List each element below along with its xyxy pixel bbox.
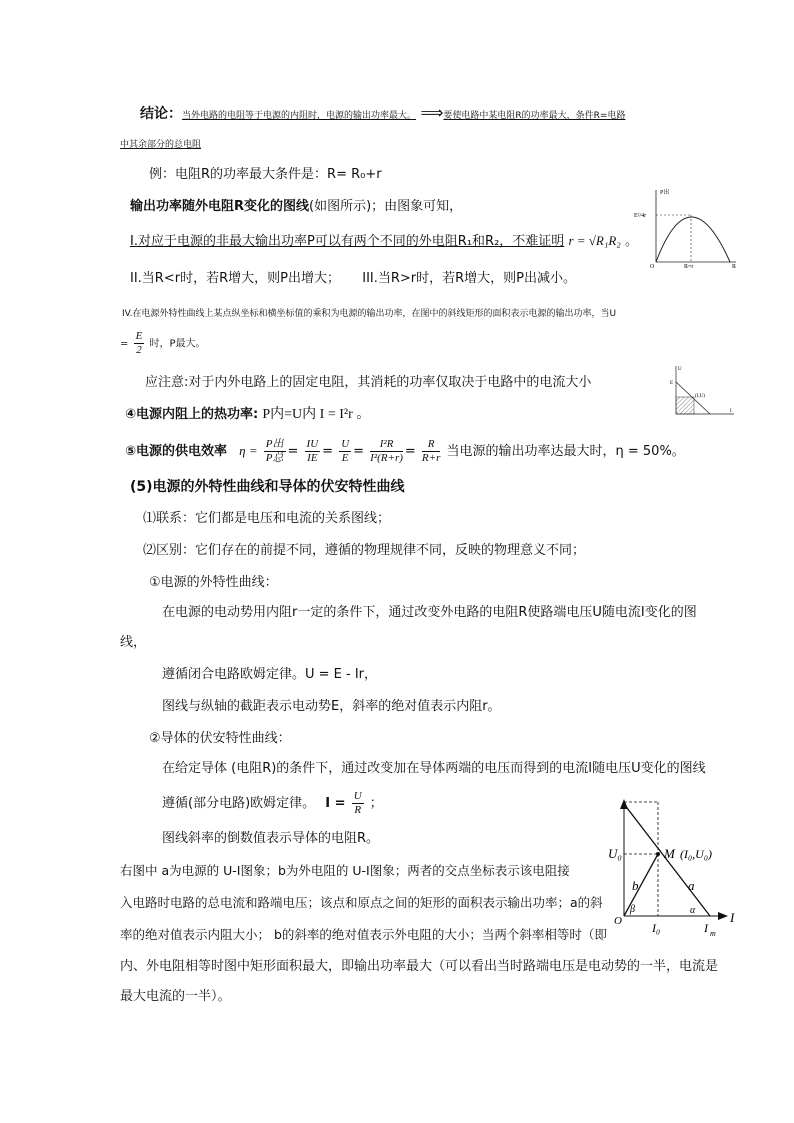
line-6: 遵循闭合电路欧姆定律。U = E - Ir， <box>162 667 378 682</box>
ui-fig-a: a <box>688 878 695 893</box>
item4-text: IV.在电源外特性曲线上某点纵坐标和横坐标值的乘积为电源的输出功率，在图中的斜线矩形的面积表示电源的输出功率，当U <box>122 309 617 319</box>
line-2: ⑵区别：它们存在的前提不同，遵循的物理规律不同，反映的物理意义不同； <box>143 543 586 558</box>
implies-arrow-icon: ⟹ <box>420 103 444 122</box>
line-16: 最大电流的一半）。 <box>120 989 231 1004</box>
graph-intro-rest: (如图所示)；由图象可知， <box>309 199 463 214</box>
example-line: 例：电阻R的功率最大条件是：R= R₀+r <box>149 167 382 182</box>
line-7: 图线与纵轴的截距表示电动势E，斜率的绝对值表示内阻r。 <box>162 699 501 714</box>
line-10b: I = <box>325 796 346 811</box>
eff-f2-num: IU <box>306 438 319 450</box>
eff-f1-den: P总 <box>265 452 284 464</box>
efficiency-eta: η = <box>239 443 258 458</box>
note-line: 应注意:对于内外电路上的固定电阻，其消耗的功率仅取决于电路中的电流大小 <box>145 375 592 390</box>
efficiency-label: ⑤电源的供电效率 <box>125 444 228 459</box>
item1-formula: r = √R₁R₂ <box>568 233 621 248</box>
item1-end: 。 <box>624 234 638 249</box>
item4-eq: = <box>120 338 129 350</box>
line-9: 在给定导体 (电阻R)的条件下，通过改变加在导体两端的电压而得到的电流I随电压U变化的图线 <box>162 761 706 776</box>
line-1: ⑴联系：它们都是电压和电流的关系图线； <box>143 511 391 526</box>
ui-fig-xlabel: I <box>730 910 735 925</box>
ui-intersection-figure <box>604 794 754 939</box>
item2-text: II.当R<r时，若R增大，则P出增大； <box>130 271 340 286</box>
eff-f1-num: P出 <box>265 438 284 450</box>
power-fig-ylabel: P出 <box>660 190 670 196</box>
heat-label: ④电源内阻上的热功率: <box>125 407 259 422</box>
item3-text: III.当R>r时，若R增大，则P出减小。 <box>362 271 577 286</box>
graph-intro-bold: 输出功率随外电阻R变化的图线 <box>130 199 310 214</box>
line-10a: 遵循(部分电路)欧姆定律。 <box>162 796 316 811</box>
ui-fig-alpha: α <box>690 905 696 916</box>
power-fig-xmark: R=r <box>684 264 694 270</box>
power-fig-origin: O <box>650 264 655 270</box>
heat-formula: P内=U内 I = I²r 。 <box>262 407 371 422</box>
eff-f3-num: U <box>341 438 350 450</box>
power-vs-resistance-figure <box>632 186 742 270</box>
line-5: 线， <box>120 635 147 650</box>
item4-num: E <box>135 330 143 342</box>
line-11: 图线斜率的倒数值表示导体的电阻R。 <box>162 831 380 846</box>
line-8: ②导体的伏安特性曲线： <box>149 731 291 746</box>
power-fig-xlabel: R <box>732 264 737 270</box>
item4-after: 时，P最大。 <box>149 338 206 350</box>
ui-fig-m: M <box>664 846 675 861</box>
conclusion-text: 当外电路的电阻等于电源的内阻时，电源的输出功率最大。 <box>182 111 417 121</box>
small-ui-figure <box>668 362 740 420</box>
eff-f4-num: I²R <box>370 438 403 452</box>
eff-f5-den: R+r <box>421 452 441 464</box>
small-fig-point: (I,U) <box>695 394 705 399</box>
ui-fig-beta: β <box>630 904 635 915</box>
item1-text: I.对应于电源的非最大输出功率P可以有两个不同的外电阻R₁和R₂，不难证明 <box>130 234 565 249</box>
small-fig-xlabel: I <box>730 409 732 414</box>
eff-f3-den: E <box>341 452 349 464</box>
eff-f2-den: IE <box>307 452 318 464</box>
power-fig-ymax: E²/4r <box>634 213 647 219</box>
eff-f5-num: R <box>422 438 440 452</box>
line-15: 内、外电阻相等时图中矩形面积最大，即输出功率最大（可以看出当时路端电压是电动势的一半，电流是 <box>120 959 719 974</box>
ui-fig-b: b <box>632 878 639 893</box>
line-13: 入电路时电路的总电流和路端电压；该点和原点之间的矩形的面积表示输出功率；a的斜 <box>120 895 603 910</box>
ui-fig-im: I <box>704 921 708 935</box>
line-3: ①电源的外特性曲线： <box>149 575 278 590</box>
small-fig-ylabel: U <box>678 367 682 372</box>
ohm-num: U <box>353 790 362 802</box>
ohm-den: R <box>354 804 362 816</box>
line-12: 右图中 a为电源的 U-I图象；b为外电阻的 U-I图象；两者的交点坐标表示该电阻接 <box>120 863 570 878</box>
item4-den: 2 <box>136 344 142 356</box>
ui-fig-mcoord: (I₀,U₀) <box>680 847 712 861</box>
line-10c: ； <box>369 796 383 811</box>
ui-fig-i0: I₀ <box>652 921 661 935</box>
conclusion-label: 结论： <box>140 106 182 122</box>
small-fig-e: E <box>670 381 674 386</box>
ui-fig-origin: O <box>614 915 622 927</box>
ui-fig-u0: U₀ <box>608 846 622 861</box>
eff-f4-den: I²(R+r) <box>370 452 403 464</box>
line-14: 率的绝对值表示内阻大小； b的斜率的绝对值表示外电阻的大小；当两个斜率相等时（即 <box>120 927 607 942</box>
line-4: 在电源的电动势用内阻r一定的条件下，通过改变外电路的电阻R使路端电压U随电流I变化的图 <box>162 605 697 620</box>
conclusion-text-2: 要使电路中某电阻R的功率最大，条件R=电路 <box>443 111 626 121</box>
ui-fig-im-sub: m <box>710 929 716 938</box>
section5-title: (5)电源的外特性曲线和导体的伏安特性曲线 <box>130 479 405 495</box>
conclusion-text-3: 中其余部分的总电阻 <box>120 140 202 150</box>
efficiency-after: 当电源的输出功率达最大时，η = 50%。 <box>446 444 685 459</box>
